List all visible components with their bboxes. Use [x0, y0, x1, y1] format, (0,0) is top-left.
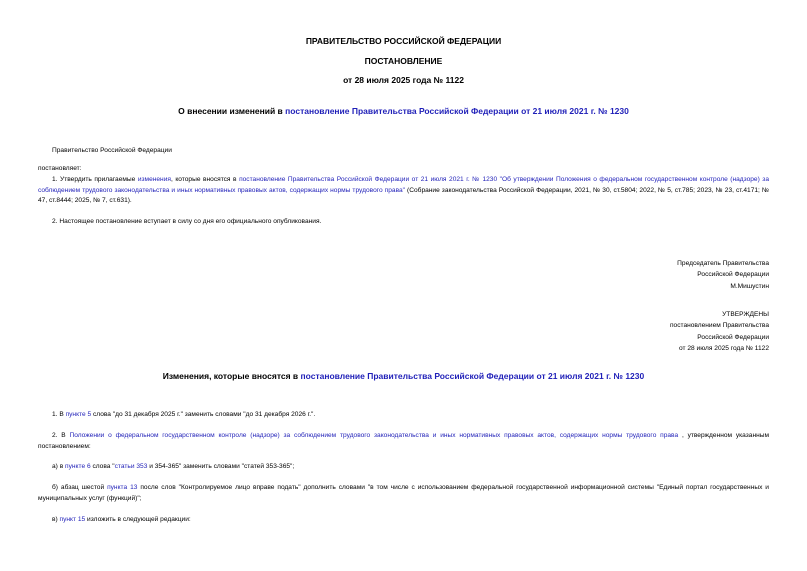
change-2a-text-end: и 354-365" заменить словами "статей 353-365"; [147, 463, 295, 470]
document-title [0, 106, 807, 116]
change-2v-paragraph [52, 515, 191, 526]
preamble-issuer: Правительство Российской Федерации [52, 147, 172, 154]
change-2-text-start: 2. В [52, 432, 70, 439]
change-2a-text-mid: слова " [90, 463, 115, 470]
change-2v-text-start: в) [52, 516, 60, 523]
changes-link[interactable]: изменения [137, 176, 171, 183]
changes-title [0, 371, 807, 381]
document-type-heading: ПОСТАНОВЛЕНИЕ [364, 56, 443, 66]
signature-position: Председатель Правительства [677, 260, 769, 267]
point-13-link[interactable]: пункта 13 [107, 484, 138, 491]
change-2v-text-end: изложить в следующей редакции: [85, 516, 191, 523]
item-1-text-end: (Собрание законодательства Российской Федерации, 2021, № 30, ст.5804; 2022, № 5, ст.785; 2023, № 23, ст.4171; № 47, ст.8444; 2025, № 7, ст.631). [38, 186, 769, 205]
changes-title-prefix: Изменения, которые вносятся в [162, 371, 301, 381]
change-2a-text-start: а) в [52, 463, 66, 470]
signature-organization: Российской Федерации [697, 271, 769, 279]
item-1-paragraph [38, 175, 769, 207]
decree-1230-full-link[interactable]: постановление Правительства Российской Федерации от 21 июля 2021 г. № 1230 "Об утверждении Положения о федеральном государственном контроле (надзоре) за соблюдением трудового законодательства и иных нормативных правовых актов, содержащих нормы трудового права" [38, 176, 769, 194]
signature-block [569, 258, 769, 292]
document-date-number: от 28 июля 2025 года № 1122 [343, 75, 464, 85]
approved-block [569, 309, 769, 355]
approved-label: УТВЕРЖДЕНЫ [722, 311, 769, 318]
item-1-text-start: 1. Утвердить прилагаемые [52, 176, 138, 183]
title-prefix: О внесении изменений в [178, 106, 286, 116]
change-2b-text-end: после слов "Контролируемое лицо вправе подать" дополнить словами "в том числе с использованием федеральной государственной информационной системы "Единый портал государственных и муниципальных услуг (функций)"; [38, 484, 769, 502]
change-2b-paragraph [38, 483, 769, 504]
preamble-decrees: постановляет: [38, 165, 82, 172]
point-5-link[interactable]: пункте 5 [65, 411, 92, 418]
change-1-text-start: 1. В [52, 411, 66, 418]
change-1-paragraph [52, 410, 315, 421]
approved-date-number: от 28 июля 2025 года № 1122 [679, 345, 769, 353]
item-1-text-mid: , которые вносятся в [170, 176, 240, 183]
point-15-link[interactable]: пункт 15 [59, 516, 86, 523]
signature-name: М.Мишустин [730, 282, 769, 290]
change-2-paragraph [38, 431, 769, 452]
approved-organization: Российской Федерации [697, 333, 769, 341]
change-2b-text-start: б) абзац шестой [52, 484, 108, 491]
title-decree-link[interactable]: постановление Правительства Российской Федерации от 21 июля 2021 г. № 1230 [285, 106, 629, 116]
government-heading: ПРАВИТЕЛЬСТВО РОССИЙСКОЙ ФЕДЕРАЦИИ [305, 36, 502, 46]
regulation-link[interactable]: Положении о федеральном государственном контроле (надзоре) за соблюдением трудового законодательства и иных нормативных правовых актов, содержащих нормы трудового права [69, 432, 679, 439]
change-2a-paragraph [52, 462, 294, 473]
point-6-link[interactable]: пункте 6 [65, 463, 91, 470]
changes-title-decree-link[interactable]: постановление Правительства Российской Федерации от 21 июля 2021 г. № 1230 [300, 371, 645, 381]
change-1-text-end: слова "до 31 декабря 2025 г." заменить словами "до 31 декабря 2026 г.". [91, 411, 316, 418]
article-353-link[interactable]: статьи 353 [114, 463, 148, 470]
change-2-text-end: , утвержденном указанным постановлением: [38, 432, 770, 450]
approved-by: постановлением Правительства [669, 322, 769, 330]
item-2-paragraph: 2. Настоящее постановление вступает в силу со дня его официального опубликования. [52, 218, 322, 225]
